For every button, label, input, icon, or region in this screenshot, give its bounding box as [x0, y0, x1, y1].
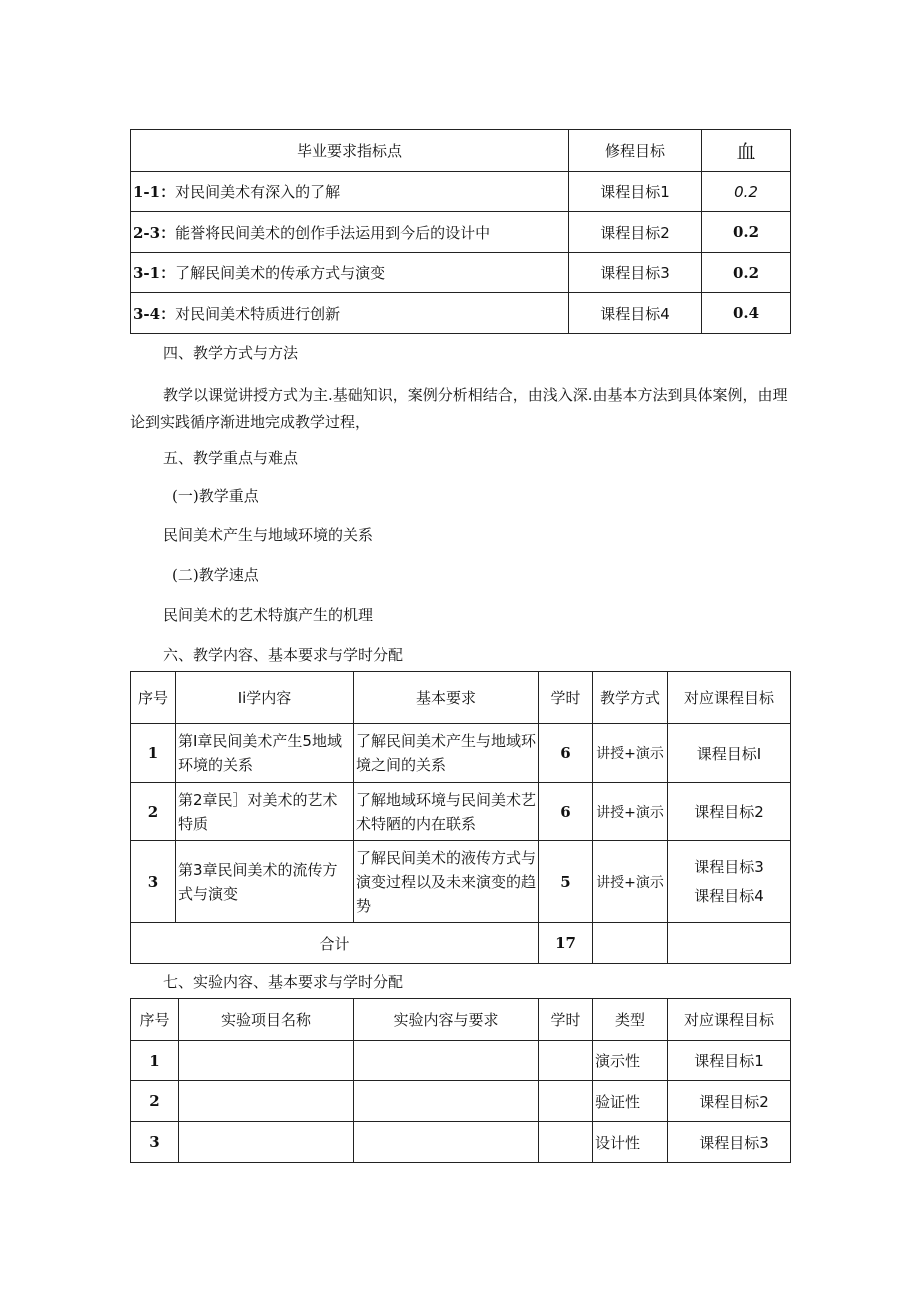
row-no: 1	[131, 724, 176, 783]
goal-cell: 课程目标3	[569, 253, 702, 293]
header-hours: 学时	[539, 672, 593, 724]
section-5-subtitle-1: (一)教学重点	[172, 487, 259, 505]
row-hours: 5	[539, 841, 593, 923]
table-row	[131, 1122, 791, 1163]
row-goal: 课程目标3	[668, 1122, 791, 1163]
header-indicator: 毕业要求指标点	[131, 130, 569, 172]
row-type: 演示性	[593, 1041, 668, 1081]
row-content: 第2章民］对美术的艺术特质	[176, 783, 354, 841]
indicator-text: 能誉将民间美术的创作手法运用到今后的设计中	[175, 223, 491, 242]
goal-cell: 课程目标1	[569, 172, 702, 212]
header-content: Ii学内容	[176, 672, 354, 724]
row-hours: 6	[539, 724, 593, 783]
goal-cell: 课程目标4	[569, 293, 702, 334]
row-requirement: 了解民间美术的液传方式与演变过程以及未来演变的趋势	[354, 841, 539, 923]
header-type: 类型	[593, 999, 668, 1041]
section-4-paragraph: 教学以课觉讲授方式为主.基础知识，案例分析相结合，由浅入深.由基本方法到具体案例，由理论到实践循序渐进地完成教学过程，	[130, 386, 788, 431]
row-goal: 课程目标3	[694, 857, 764, 876]
table-row	[131, 293, 791, 334]
teaching-content-table	[130, 671, 791, 964]
section-7-title: 七、实验内容、基本要求与学时分配	[163, 973, 404, 991]
header-content: 实验内容与要求	[354, 999, 539, 1041]
section-5-text-1: 民间美术产生与地域环境的关系	[163, 526, 374, 544]
header-name: 实验项目名称	[179, 999, 354, 1041]
row-no: 3	[131, 1122, 179, 1163]
table-row	[131, 172, 791, 212]
table-row	[131, 783, 791, 841]
indicator-code: 3-1：	[133, 264, 176, 282]
header-no: 序号	[131, 999, 179, 1041]
table-row	[131, 724, 791, 783]
row-hours: 6	[539, 783, 593, 841]
section-5-subtitle-2: (二)教学速点	[172, 566, 259, 584]
row-method: 讲授+演示	[593, 841, 668, 923]
header-requirement: 基本要求	[354, 672, 539, 724]
row-requirement: 了解地域环境与民间美术艺术特陋的内在联系	[354, 783, 539, 841]
header-weight: 血	[702, 130, 791, 172]
section-6-title: 六、教学内容、基本要求与学时分配	[163, 646, 404, 664]
row-requirement: 了解民间美术产生与地域环境之间的关系	[354, 724, 539, 783]
header-no: 序号	[131, 672, 176, 724]
table-row	[131, 841, 791, 923]
row-goal: 课程目标1	[668, 1041, 791, 1081]
graduation-requirements-table	[130, 129, 791, 334]
indicator-text: 对民间美术特质进行创新	[175, 304, 341, 323]
total-hours: 17	[539, 923, 593, 964]
weight-cell: 0.2	[702, 253, 791, 293]
row-content: 第3章民间美术的流传方式与演变	[176, 841, 354, 923]
indicator-code: 2-3：	[133, 223, 176, 242]
weight-cell: 0.2	[702, 212, 791, 253]
table-row	[131, 212, 791, 253]
section-5-text-2: 民间美术的艺术特旗产生的机理	[163, 606, 374, 624]
indicator-code: 3-4：	[133, 304, 176, 323]
table-row	[131, 1041, 791, 1081]
weight-cell: 0.4	[702, 293, 791, 334]
row-type: 验证性	[593, 1081, 668, 1122]
row-goal: 课程目标2	[668, 783, 791, 841]
row-goal: 课程目标4	[694, 886, 764, 905]
row-method: 讲授+演示	[593, 724, 668, 783]
indicator-text: 对民间美术有深入的了解	[175, 183, 341, 201]
header-goal: 对应课程目标	[668, 999, 791, 1041]
row-no: 3	[131, 841, 176, 923]
row-no: 1	[131, 1041, 179, 1081]
table-row	[131, 253, 791, 293]
section-5-title: 五、教学重点与难点	[163, 449, 299, 467]
row-method: 讲授+演示	[593, 783, 668, 841]
row-no: 2	[131, 1081, 179, 1122]
goal-cell: 课程目标2	[569, 212, 702, 253]
row-goal: 课程目标I	[668, 724, 791, 783]
row-goal: 课程目标2	[668, 1081, 791, 1122]
row-type: 设计性	[593, 1122, 668, 1163]
header-method: 教学方式	[593, 672, 668, 724]
total-label: 合计	[131, 923, 539, 964]
total-row	[131, 923, 791, 964]
indicator-text: 了解民间美术的传承方式与演变	[175, 264, 386, 282]
header-goal: 对应课程目标	[668, 672, 791, 724]
section-4-title: 四、教学方式与方法	[163, 344, 299, 362]
row-no: 2	[131, 783, 176, 841]
experiment-table	[130, 998, 791, 1163]
header-goal: 修程目标	[569, 130, 702, 172]
weight-cell: 0.2	[702, 172, 791, 212]
table-row	[131, 1081, 791, 1122]
header-hours: 学时	[539, 999, 593, 1041]
row-content: 第I章民间美术产生5地域环境的关系	[176, 724, 354, 783]
indicator-code: 1-1：	[133, 183, 176, 201]
